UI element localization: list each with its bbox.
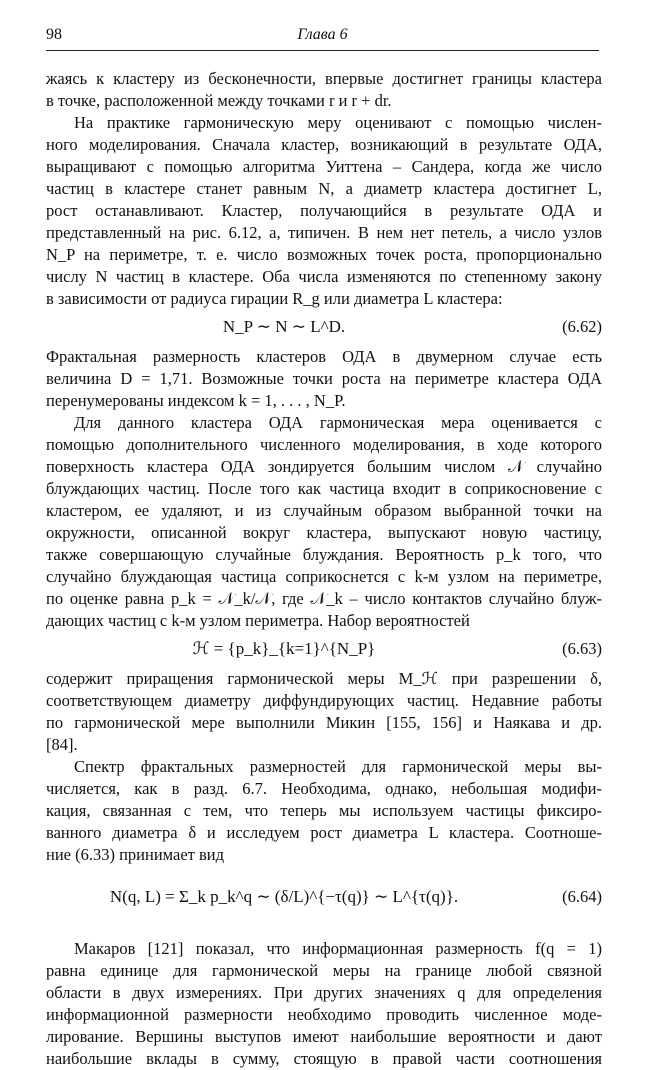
text-line: Фрактальная размерность кластеров ОДА в двумерном случае есть <box>46 347 602 366</box>
text-line: жаясь к кластеру из бесконечности, впервые достигнет границы кластера <box>46 69 602 88</box>
text-line: случайно блуждающая частица соприкоснется с k-м узлом на периметре, <box>46 567 602 586</box>
text-line: в зависимости от радиуса гирации R_g или диаметра L кластера: <box>46 289 503 308</box>
header-rule <box>46 50 599 51</box>
equation-body: ℋ = {p_k}_{k=1}^{N_P} <box>192 639 376 658</box>
text-line: числу N частиц в кластере. Оба числа изменяются по степенному закону <box>46 267 602 286</box>
text-line: частиц в кластере станет равным N, а диаметр кластера достигнет L, <box>46 179 602 198</box>
text-line: по оценке равна p_k = 𝒩_k/𝒩, где 𝒩_k – число контактов случайно блуж- <box>46 589 602 608</box>
text-line: числяется, как в разд. 6.7. Необходима, однако, небольшая модифи- <box>46 779 602 798</box>
text-line: блуждающих частиц. После того как частица входит в соприкосновение с <box>46 479 602 498</box>
text-line: информационной размерности необходимо проводить численное моде- <box>46 1005 602 1024</box>
equation-number: (6.63) <box>562 639 602 658</box>
page-header <box>46 26 599 48</box>
text-line: величина D = 1,71. Возможные точки роста на периметре кластера ОДА <box>46 369 602 388</box>
text-line: по гармонической мере выполнили Микин [155, 156] и Наякава и др. <box>46 713 602 732</box>
equation-number: (6.64) <box>562 887 602 906</box>
text-line: равна единице для гармонической меры на границе любой связной <box>46 961 602 980</box>
text-line: Для данного кластера ОДА гармоническая мера оценивается с <box>74 413 602 432</box>
equation-body: N(q, L) = Σ_k p_k^q ∼ (δ/L)^{−τ(q)} ∼ L^{τ(q)}. <box>109 887 459 906</box>
page-number: 98 <box>46 26 62 43</box>
text-line: ние (6.33) принимает вид <box>46 845 224 864</box>
text-line: наибольшие вклады в сумму, стоящую в правой части соотношения <box>46 1049 602 1068</box>
text-line: дающих частиц с k-м узлом периметра. Набор вероятностей <box>46 611 470 630</box>
text-line: лирование. Вершины выступов имеют наибольшие вероятности и дают <box>46 1027 602 1046</box>
text-line: На практике гармоническую меру оценивают с помощью числен- <box>74 113 602 132</box>
equation-6-63 <box>46 634 602 664</box>
equation-6-62 <box>46 312 602 342</box>
text-line: N_P на периметре, т. е. число возможных точек роста, пропорционально <box>46 245 602 264</box>
text-line: перенумерованы индексом k = 1, . . . , N_P. <box>46 391 346 410</box>
text-line: также совершающую случайные блуждания. Вероятность p_k того, что <box>46 545 602 564</box>
text-line: ванного диаметра δ и исследуем рост диаметра L кластера. Соотноше- <box>46 823 602 842</box>
text-line: соответствующем диаметру диффундирующих частиц. Недавние работы <box>46 691 602 710</box>
text-line: поверхность кластера ОДА зондируется большим числом 𝒩 случайно <box>46 457 602 476</box>
text-line: содержит приращения гармонической меры M_ℋ при разрешении δ, <box>46 669 602 688</box>
text-line: помощью дополнительного численного моделирования, в ходе которого <box>46 435 602 454</box>
text-line: в точке, расположенной между точками r и r + dr. <box>46 91 392 110</box>
text-line: кация, связанная с тем, что теперь мы используем частицы фиксиро- <box>46 801 602 820</box>
chapter-title: Глава 6 <box>297 26 348 43</box>
text-line: ного моделирования. Сначала кластер, возникающий в результате ОДА, <box>46 135 602 154</box>
text-line: [84]. <box>46 735 78 754</box>
text-line: Спектр фрактальных размерностей для гармонической меры вы- <box>74 757 602 776</box>
text-line: кластером, ее удаляют, и из случайным образом выбранной точки на <box>46 501 602 520</box>
text-line: рост останавливают. Кластер, получающийся в результате ОДА и <box>46 201 602 220</box>
equation-6-64 <box>46 868 602 934</box>
text-line: окружности, описанной вокруг кластера, выпускают новую частицу, <box>46 523 602 542</box>
text-line: области в двух измерениях. При других значениях q для определения <box>46 983 602 1002</box>
text-line: выращивают с помощью алгоритма Уиттена – Сандера, когда же число <box>46 157 602 176</box>
equation-body: N_P ∼ N ∼ L^D. <box>222 317 346 336</box>
text-line: представленный на рис. 6.12, a, типичен. В нем нет петель, а число узлов <box>46 223 602 242</box>
page-body <box>46 68 602 1070</box>
text-line: Макаров [121] показал, что информационная размерность f(q = 1) <box>74 939 602 958</box>
equation-number: (6.62) <box>562 317 602 336</box>
